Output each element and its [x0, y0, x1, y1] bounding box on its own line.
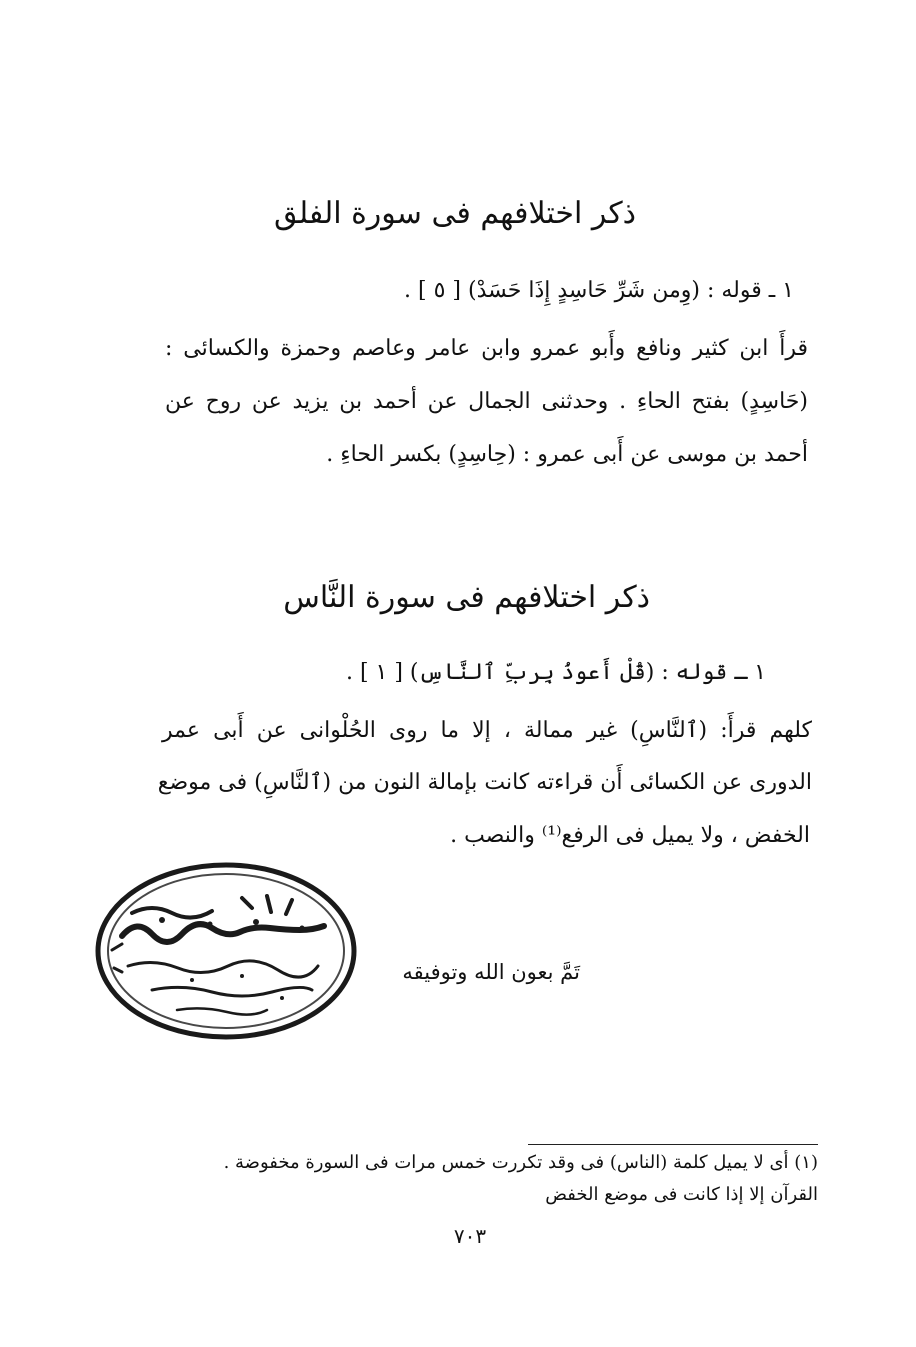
section-heading-falaq: ذكر اختلافهم فى سورة الفلق — [273, 196, 637, 231]
section-heading-nas: ذكر اختلافهم فى سورة النَّاس — [283, 580, 650, 615]
body-line: (حَاسِدٍ) بفتح الحاءِ . وحدثنى الجمال عن أحمد بن يزيد عن روح عن — [165, 389, 808, 414]
body-line: كلهم قرأَ: (ٱلنَّاسِ) غير ممالة ، إلا ما روى الحُلْوانى عن أَبى عمر — [162, 718, 812, 743]
footnote-rule — [528, 1144, 818, 1145]
body-line: قرأَ ابن كثير ونافع وأَبو عمرو وابن عامر وعاصم وحمزة والكسائى : — [165, 336, 808, 361]
body-line: أحمد بن موسى عن أَبى عمرو : (حِاسِدٍ) بكسر الحاءِ . — [326, 442, 808, 467]
verse-line-nas: ١ ـ قوله : (قُلْ أَعوذُ بِربِّ ٱلنَّاسِ) [ ١ ] . — [345, 660, 766, 685]
body-line: الخفض ، ولا يميل فى الرفع⁽¹⁾ والنصب . — [450, 823, 810, 848]
verse-line-falaq: ١ ـ قوله : (وِمن شَرِّ حَاسِدٍ إِذَا حَسَدْ) [ ٥ ] . — [404, 278, 794, 303]
footnote-line: (١) أى لا يميل كلمة (الناس) فى وقد تكررت خمس مرات فى السورة مخفوضة . — [223, 1152, 818, 1173]
footnote-line: القرآن إلا إذا كانت فى موضع الخفض — [545, 1184, 818, 1205]
seal-stamp — [92, 858, 360, 1044]
closing-phrase: تَمَّ بعون الله وتوفيقه — [402, 960, 580, 984]
body-line: الدورى عن الكسائى أَن قراءته كانت بإمالة النون من (ٱلنَّاسِ) فى موضع — [157, 770, 812, 795]
page-number: ٧٠٣ — [453, 1224, 487, 1248]
